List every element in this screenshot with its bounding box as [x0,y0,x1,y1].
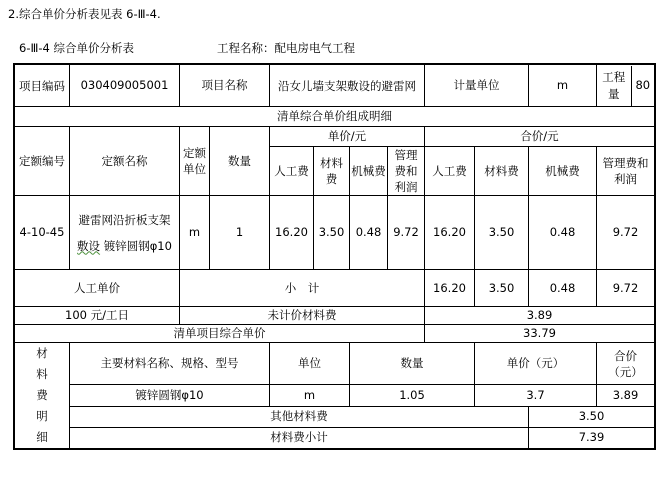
header-total-material: 材料费 [475,147,529,196]
table-code: 6-Ⅲ-4 综合单价分析表 [19,41,135,55]
material-row-total: 3.89 [597,385,655,406]
header-total-mgmt: 管理费和利润 [597,147,655,196]
material-col-name: 主要材料名称、规格、型号 [70,343,270,385]
material-col-unit: 单位 [270,343,350,385]
other-material-value: 3.50 [529,406,655,427]
material-row-name: 镀锌圆钢φ10 [70,385,270,406]
unit-label: 计量单位 [425,65,529,107]
item-total-mgmt: 9.72 [597,196,655,270]
table-row [15,270,655,307]
item-total-labor: 16.20 [425,196,475,270]
item-name-label: 项目名称 [180,65,270,107]
item-total-machine: 0.48 [529,196,597,270]
header-unit-price: 单价/元 [270,127,425,147]
table-row [15,427,655,448]
table-row [15,325,655,343]
header-unit-labor: 人工费 [270,147,314,196]
item-unit-labor: 16.20 [270,196,314,270]
material-row-price: 3.7 [475,385,597,406]
subtotal-label: 小 计 [180,270,425,307]
item-code-value: 030409005001 [70,65,180,107]
unpriced-material-value: 3.89 [425,307,655,325]
item-unit-machine: 0.48 [350,196,388,270]
labor-rate: 100 元/工日 [15,307,180,325]
item-name-line2a: 敷设 [77,238,101,253]
section-title: 清单综合单价组成明细 [15,107,655,127]
composite-price-value: 33.79 [425,325,655,343]
material-col-total-line1: 合价 [614,348,637,363]
table-row [15,196,655,270]
item-quantity: 1 [210,196,270,270]
header-total-price: 合价/元 [425,127,655,147]
table-row [15,307,655,325]
side-char: 费 [36,388,48,402]
table-row [15,385,655,406]
header-quantity: 数量 [210,127,270,196]
header-quota-name: 定额名称 [70,127,180,196]
table-row [15,127,655,147]
material-detail-side-label [15,343,70,449]
composite-price-label: 清单项目综合单价 [15,325,425,343]
item-unit-material: 3.50 [314,196,350,270]
quantity-label: 工程量 [597,66,632,106]
header-unit-machine: 机械费 [350,147,388,196]
quantity-cell [597,65,655,107]
material-col-total-line2: （元） [608,364,643,379]
unit-price-analysis-table [14,64,655,449]
unpriced-material-label: 未计价材料费 [180,307,425,325]
table-subheading [19,40,355,56]
item-unit-mgmt: 9.72 [388,196,425,270]
side-char: 料 [36,367,48,381]
table-row [15,406,655,427]
item-code-label: 项目编码 [15,65,70,107]
subtotal-labor: 16.20 [425,270,475,307]
table-row [15,65,655,107]
item-name-line2b: 镀锌圆钢φ10 [103,238,172,253]
material-subtotal-value: 7.39 [529,427,655,448]
material-subtotal-label: 材料费小计 [70,427,529,448]
subtotal-machine: 0.48 [529,270,597,307]
header-unit-mgmt: 管理费和利润 [388,147,425,196]
item-quota-name [70,196,180,270]
table-row [15,343,655,385]
quantity-value: 80 [635,78,651,92]
header-quota-no: 定额编号 [15,127,70,196]
table-row [15,107,655,127]
item-total-material: 3.50 [475,196,529,270]
header-total-machine: 机械费 [529,147,597,196]
material-row-unit: m [270,385,350,406]
other-material-label: 其他材料费 [70,406,529,427]
section-heading: 2.综合单价分析表见表 6-Ⅲ-4. [8,7,161,21]
side-char: 明 [36,409,48,423]
header-total-labor: 人工费 [425,147,475,196]
unit-value: m [529,65,597,107]
item-name-value: 沿女儿墙支架敷设的避雷网 [270,65,425,107]
item-unit: m [180,196,210,270]
labor-price-label: 人工单价 [15,270,180,307]
project-name: 工程名称：配电房电气工程 [217,41,355,55]
material-col-price: 单价（元） [475,343,597,385]
item-name-line1: 避雷网沿折板支架 [78,212,171,227]
header-quota-unit: 定额单位 [180,127,210,196]
material-row-qty: 1.05 [350,385,475,406]
subtotal-mgmt: 9.72 [597,270,655,307]
header-unit-material: 材料费 [314,147,350,196]
side-char: 材 [36,346,48,360]
material-col-total [597,343,655,385]
material-col-qty: 数量 [350,343,475,385]
item-quota-no: 4-10-45 [15,196,70,270]
side-char: 细 [36,430,48,444]
subtotal-material: 3.50 [475,270,529,307]
